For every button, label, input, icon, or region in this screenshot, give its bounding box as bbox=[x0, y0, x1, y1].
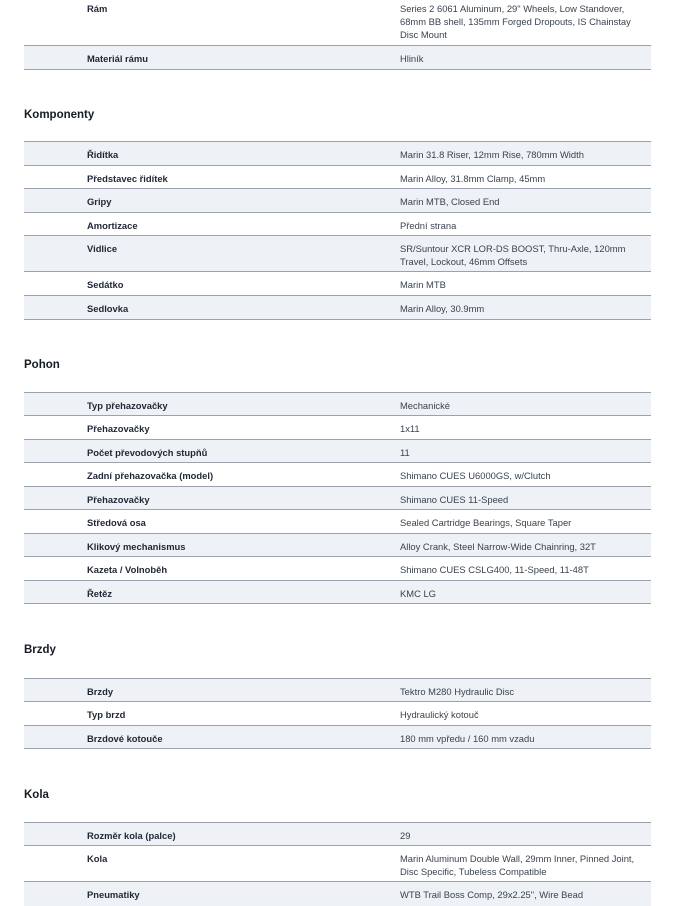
spec-value: Alloy Crank, Steel Narrow-Wide Chainring, 32T bbox=[400, 541, 596, 552]
spec-label: Přehazovačky bbox=[87, 494, 150, 505]
spec-row bbox=[24, 440, 651, 463]
spec-label: Představec řidítek bbox=[87, 173, 168, 184]
spec-label: Pneumatiky bbox=[87, 889, 140, 900]
spec-label: Vidlice bbox=[87, 243, 118, 254]
spec-row bbox=[24, 534, 651, 557]
spec-value: Marin Alloy, 30.9mm bbox=[400, 303, 485, 314]
spec-row bbox=[24, 487, 651, 510]
spec-table bbox=[24, 0, 651, 906]
spec-label: Brzdové kotouče bbox=[87, 733, 163, 744]
spec-row bbox=[24, 557, 651, 581]
section-heading: Kola bbox=[24, 789, 49, 801]
section-heading: Brzdy bbox=[24, 644, 56, 656]
spec-value: Marin Aluminum Double Wall, 29mm Inner, Pinned Joint, Disc Specific, Tubeless Compatible bbox=[400, 853, 635, 877]
spec-value: 11 bbox=[400, 447, 410, 458]
spec-value: Přední strana bbox=[400, 220, 457, 231]
spec-value: Marin MTB, Closed End bbox=[400, 196, 500, 207]
spec-row bbox=[24, 236, 651, 272]
spec-row bbox=[24, 581, 651, 604]
spec-row bbox=[24, 393, 651, 416]
spec-value: Hliník bbox=[400, 53, 424, 64]
spec-label: Sedlovka bbox=[87, 303, 129, 314]
spec-value: 29 bbox=[400, 830, 411, 841]
spec-value: Marin MTB bbox=[400, 279, 446, 290]
spec-label: Kola bbox=[87, 853, 108, 864]
spec-value: Marin Alloy, 31.8mm Clamp, 45mm bbox=[400, 173, 546, 184]
spec-value: Series 2 6061 Aluminum, 29" Wheels, Low Standover, 68mm BB shell, 135mm Forged Dropouts, IS Chainstay Disc Mount bbox=[400, 3, 631, 40]
spec-row bbox=[24, 296, 651, 320]
spec-value: WTB Trail Boss Comp, 29x2.25", Wire Bead bbox=[400, 889, 584, 900]
spec-label: Řidítka bbox=[87, 149, 119, 160]
spec-row bbox=[24, 823, 651, 846]
spec-value: Shimano CUES CSLG400, 11-Speed, 11-48T bbox=[400, 564, 589, 575]
spec-row bbox=[24, 416, 651, 440]
spec-value: Shimano CUES 11-Speed bbox=[400, 494, 509, 505]
spec-row bbox=[24, 166, 651, 189]
spec-value: KMC LG bbox=[400, 588, 436, 599]
spec-row bbox=[24, 0, 651, 46]
spec-value: 1x11 bbox=[400, 423, 420, 434]
spec-row bbox=[24, 882, 651, 906]
spec-row bbox=[24, 213, 651, 236]
spec-label: Sedátko bbox=[87, 279, 124, 290]
spec-row bbox=[24, 846, 651, 882]
spec-label: Materiál rámu bbox=[87, 53, 148, 64]
spec-label: Řetěz bbox=[87, 588, 113, 599]
spec-row bbox=[24, 702, 651, 726]
spec-value: Marin 31.8 Riser, 12mm Rise, 780mm Width bbox=[400, 149, 584, 160]
spec-row bbox=[24, 510, 651, 534]
spec-label: Středová osa bbox=[87, 517, 146, 528]
spec-value: 180 mm vpředu / 160 mm vzadu bbox=[400, 733, 535, 744]
spec-label: Amortizace bbox=[87, 220, 138, 231]
spec-label: Gripy bbox=[87, 196, 112, 207]
spec-row bbox=[24, 463, 651, 487]
spec-label: Počet převodových stupňů bbox=[87, 447, 208, 458]
spec-label: Rám bbox=[87, 3, 108, 14]
spec-row bbox=[24, 726, 651, 749]
spec-label: Typ přehazovačky bbox=[87, 400, 168, 411]
spec-value: Mechanické bbox=[400, 400, 451, 411]
spec-label: Brzdy bbox=[87, 686, 114, 697]
spec-label: Kazeta / Volnoběh bbox=[87, 564, 168, 575]
spec-value: Shimano CUES U6000GS, w/Clutch bbox=[400, 470, 551, 481]
spec-value: Hydraulický kotouč bbox=[400, 709, 479, 720]
spec-row bbox=[24, 46, 651, 70]
spec-value: Tektro M280 Hydraulic Disc bbox=[400, 686, 515, 697]
spec-row bbox=[24, 679, 651, 702]
spec-label: Zadní přehazovačka (model) bbox=[87, 470, 214, 481]
spec-label: Přehazovačky bbox=[87, 423, 150, 434]
spec-row bbox=[24, 272, 651, 296]
spec-row bbox=[24, 142, 651, 166]
spec-value: SR/Suntour XCR LOR-DS BOOST, Thru-Axle, 120mm Travel, Lockout, 46mm Offsets bbox=[400, 243, 626, 267]
spec-label: Typ brzd bbox=[87, 709, 126, 720]
section-heading: Pohon bbox=[24, 359, 60, 371]
section-heading: Komponenty bbox=[24, 109, 95, 121]
spec-row bbox=[24, 189, 651, 213]
spec-value: Sealed Cartridge Bearings, Square Taper bbox=[400, 517, 572, 528]
spec-label: Rozměr kola (palce) bbox=[87, 830, 176, 841]
spec-label: Klikový mechanismus bbox=[87, 541, 186, 552]
